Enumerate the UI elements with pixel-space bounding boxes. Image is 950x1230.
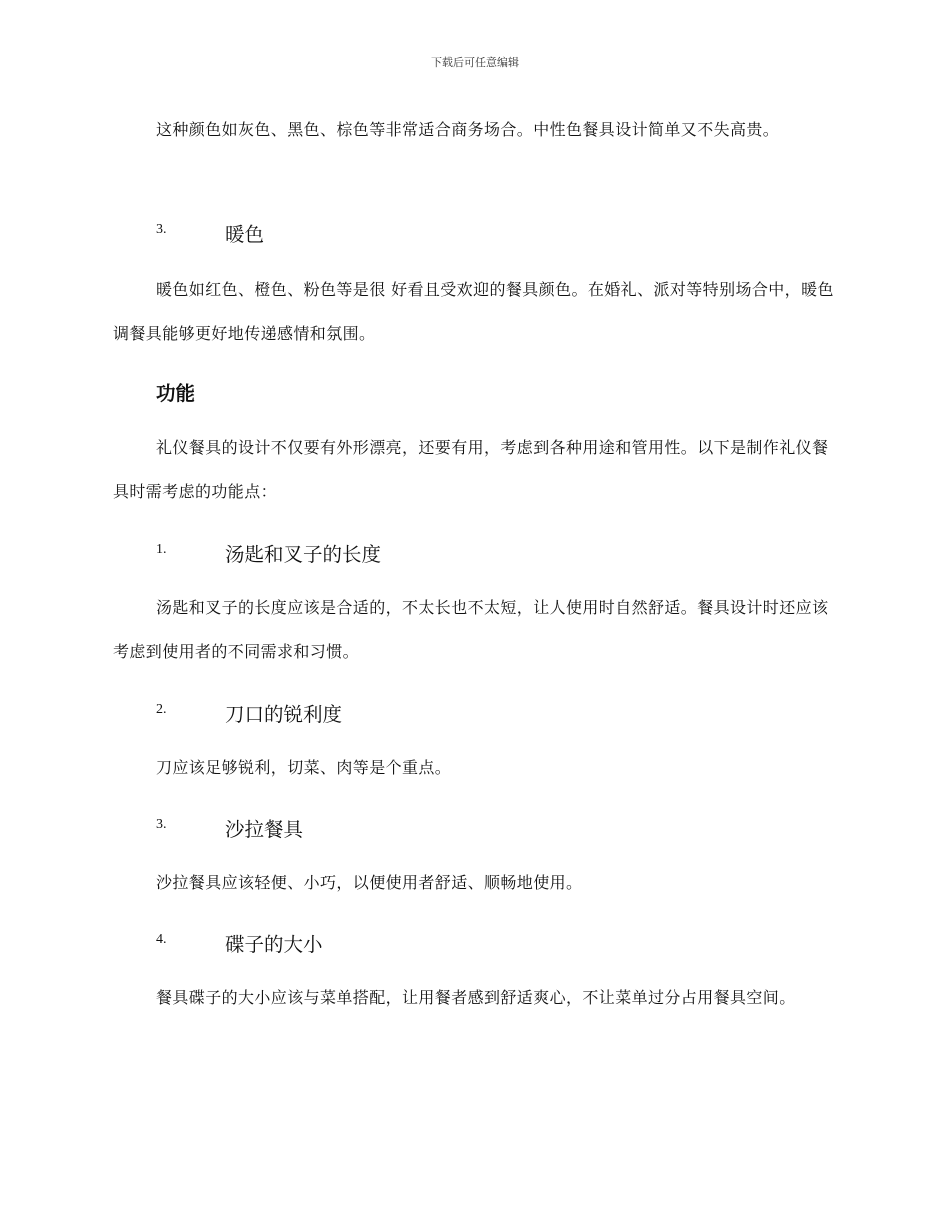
- list-label: 汤匙和叉子的长度: [225, 543, 382, 566]
- section-heading-function: 功能: [156, 382, 196, 405]
- list-label: 碟子的大小: [225, 933, 323, 956]
- paragraph-plate: 餐具碟子的大小应该与菜单搭配，让用餐者感到舒适爽心，不让菜单过分占用餐具空间。: [156, 988, 796, 1007]
- list-number: 3.: [156, 222, 167, 237]
- paragraph-spoon-fork: 汤匙和叉子的长度应该是合适的，不太长也不太短，让人使用时自然舒适。餐具设计时还应该考虑到使用者的不同需求和习惯。: [113, 598, 829, 661]
- paragraph-salad: 沙拉餐具应该轻便、小巧，以便使用者舒适、顺畅地使用。: [156, 873, 583, 892]
- page-header: 下载后可任意编辑: [431, 56, 519, 69]
- list-number: 3.: [156, 817, 167, 832]
- list-number: 2.: [156, 702, 167, 717]
- paragraph-function-intro: 礼仪餐具的设计不仅要有外形漂亮，还要有用，考虑到各种用途和管用性。以下是制作礼仪餐具时需考虑的功能点：: [113, 438, 829, 501]
- list-label: 刀口的锐利度: [225, 703, 343, 726]
- list-label: 暖色: [225, 223, 265, 246]
- list-number: 4.: [156, 932, 167, 947]
- paragraph-warm-colors: 暖色如红色、橙色、粉色等是很 好看且受欢迎的餐具颜色。在婚礼、派对等特别场合中，暖色调餐具能够更好地传递感情和氛围。: [113, 280, 834, 343]
- paragraph-neutral-colors: 这种颜色如灰色、黑色、棕色等非常适合商务场合。中性色餐具设计简单又不失高贵。: [156, 120, 780, 139]
- list-number: 1.: [156, 542, 167, 557]
- paragraph-knife: 刀应该足够锐利，切菜、肉等是个重点。: [156, 758, 452, 777]
- list-label: 沙拉餐具: [225, 818, 304, 841]
